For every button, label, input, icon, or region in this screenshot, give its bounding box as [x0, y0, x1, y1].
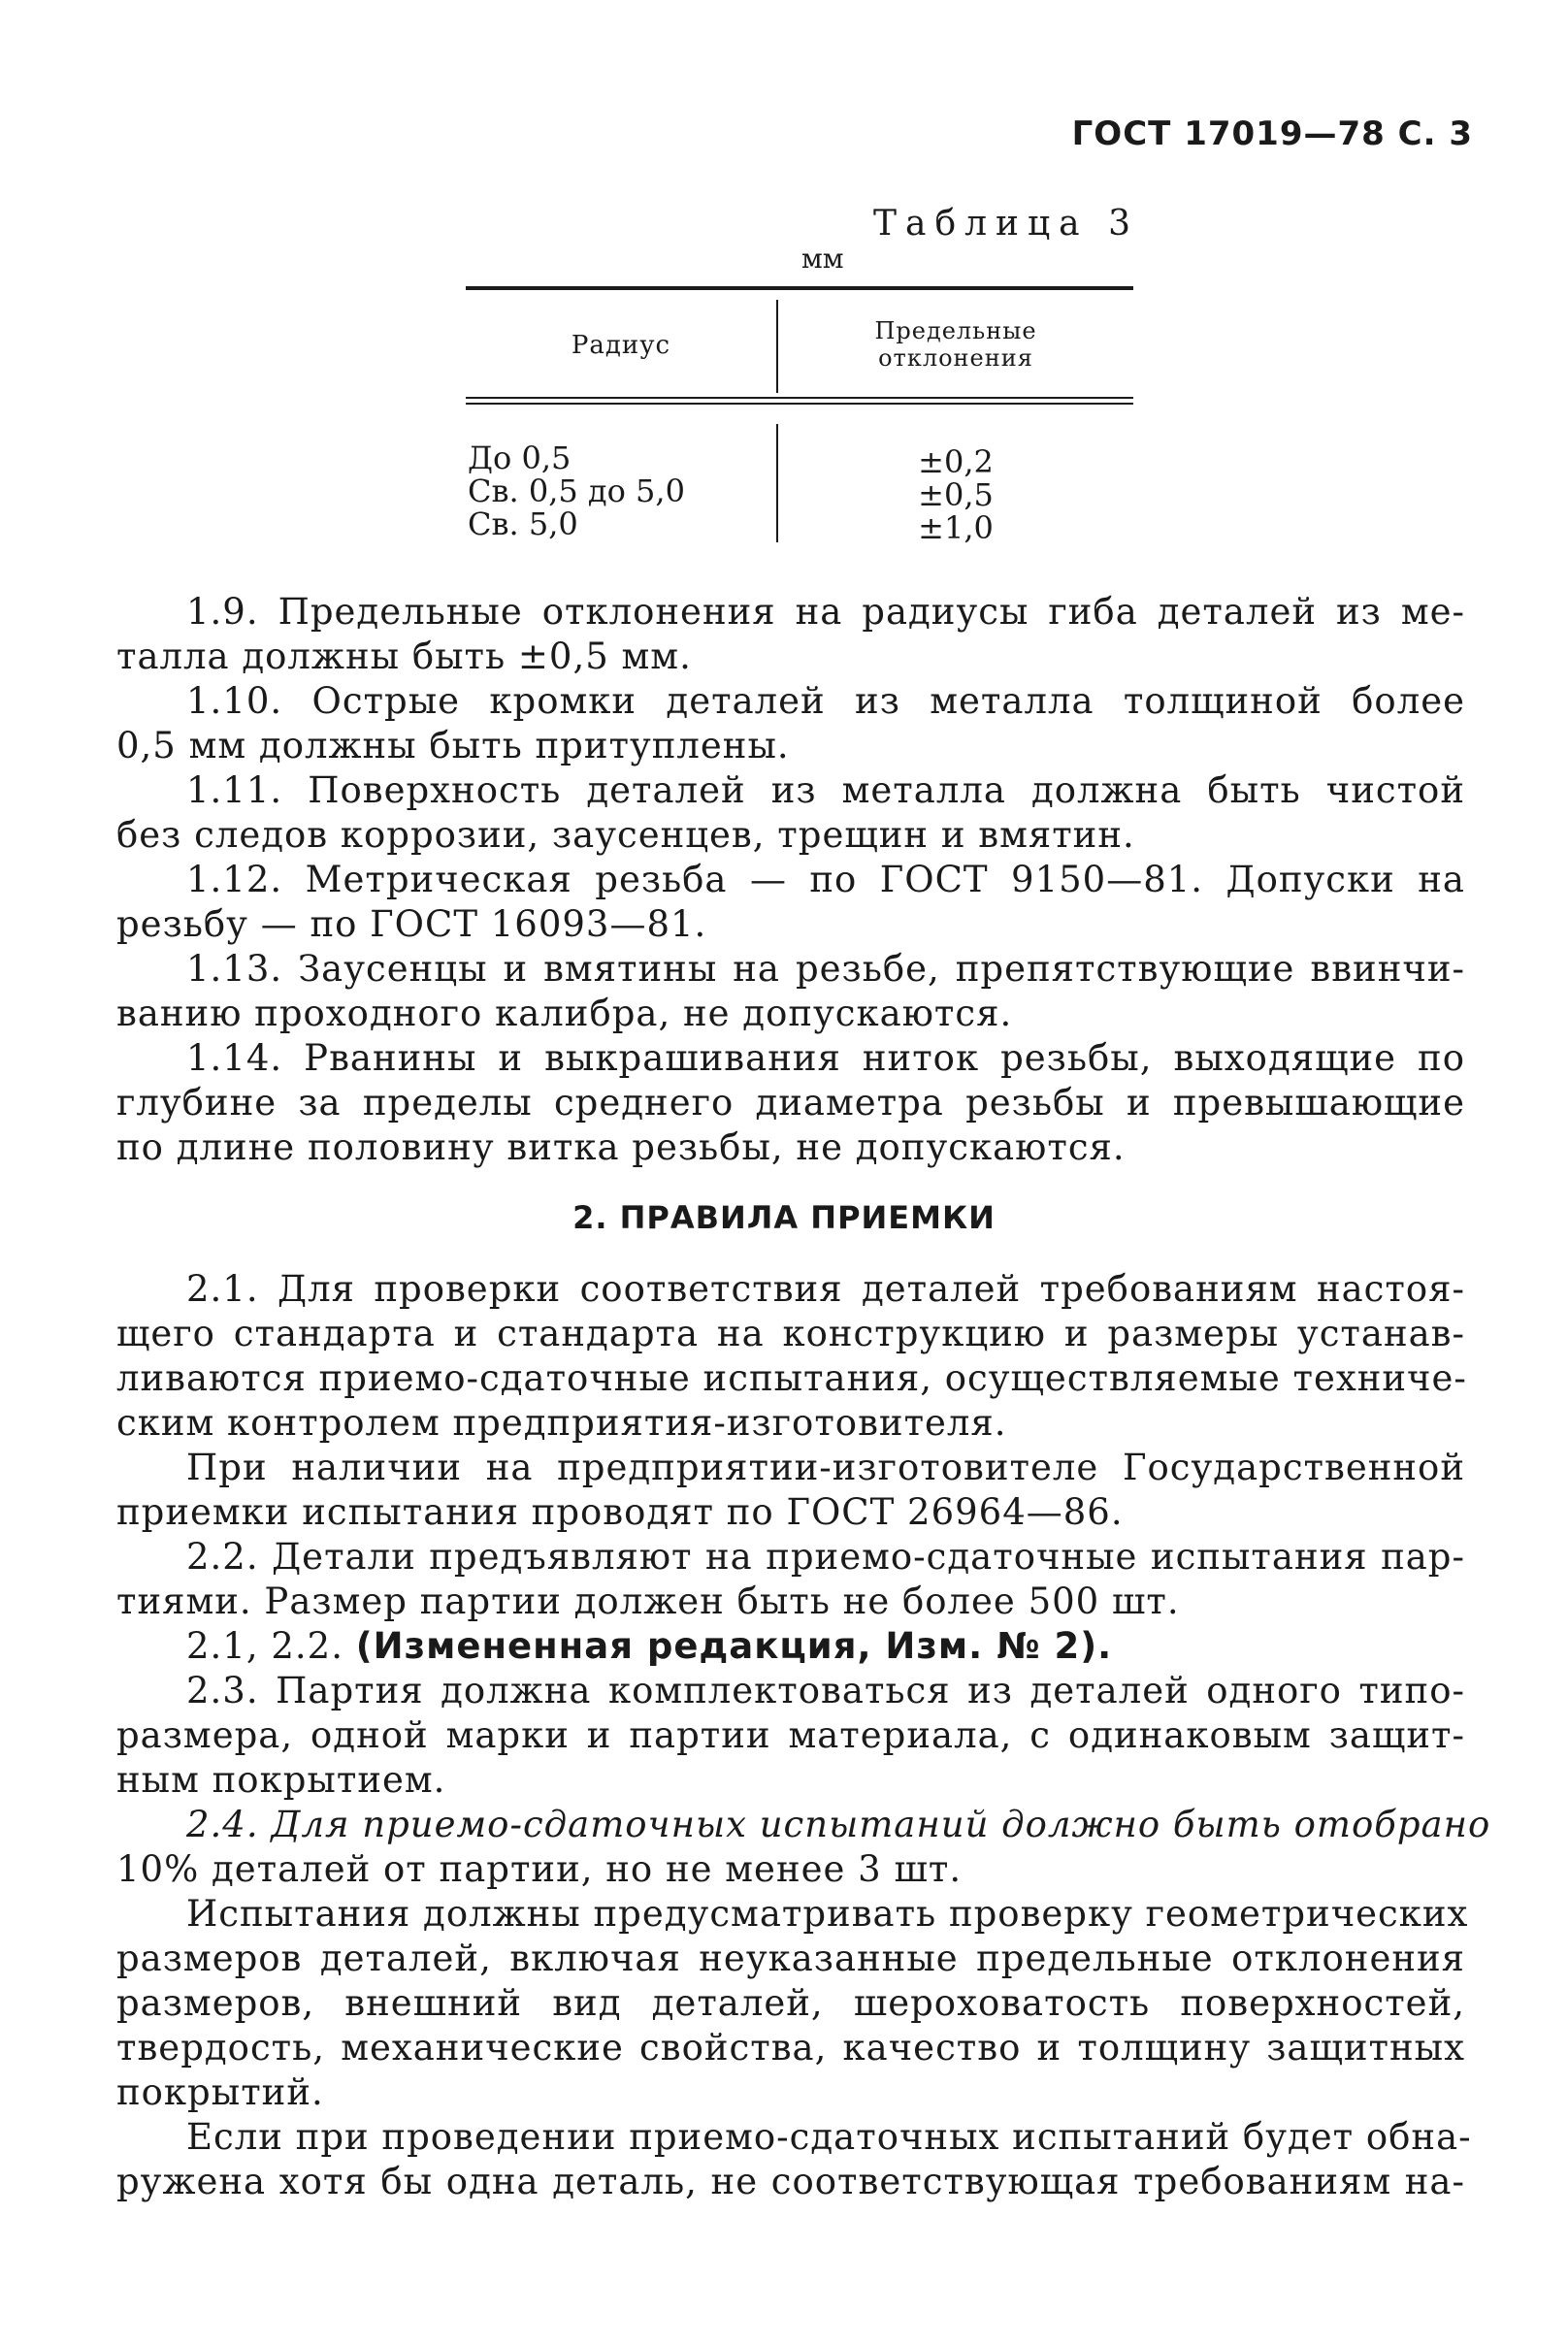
clauses-section-1 [116, 590, 1465, 1170]
table-title: Таблица 3 [873, 204, 1139, 244]
table-cell-radius: До 0,5 [468, 440, 572, 476]
clause-2-4b-line: размеров, внешний вид деталей, шероховатость поверхностей, [116, 1982, 1465, 2024]
deviation-column [778, 445, 1133, 544]
table-3 [466, 286, 1133, 550]
table-header-double-rule [466, 397, 1133, 405]
clause-1-9-line: талла должны быть ±0,5 мм. [116, 635, 692, 677]
clause-2-4c-line: Если при проведении приемо-сдаточных испытаний будет обна- [186, 2116, 1472, 2158]
table-cell-deviation: ±0,2 [918, 443, 994, 480]
clause-1-14-line: по длине половину витка резьбы, не допускаются. [116, 1126, 1126, 1168]
clause-2-4-line: 2.4. Для приемо-сдаточных испытаний должно быть отобрано [186, 1804, 1491, 1845]
clause-2-3-line: 2.3. Партия должна комплектоваться из деталей одного типо- [186, 1670, 1465, 1711]
clause-1-10-line: 1.10. Острые кромки деталей из металла толщиной более [186, 680, 1465, 722]
running-header: ГОСТ 17019—78 С. 3 [1071, 114, 1473, 153]
clause-1-11-line: 1.11. Поверхность деталей из металла должна быть чистой [186, 769, 1465, 811]
column-header-radius: Радиус [571, 331, 671, 360]
clause-2-1-line: щего стандарта и стандарта на конструкцию и размеры устанав- [116, 1313, 1465, 1354]
clause-1-9-line: 1.9. Предельные отклонения на радиусы гиба деталей из ме- [186, 591, 1465, 633]
amendment-note [116, 1624, 1465, 1669]
column-header-deviations-line2: отклонения [878, 344, 1033, 372]
clause-1-13-line: 1.13. Заусенцы и вмятины на резьбе, препятствующие ввинчи- [186, 948, 1465, 990]
clause-2-2-line: 2.2. Детали предъявляют на приемо-сдаточные испытания пар- [186, 1536, 1465, 1578]
amendment-bold: (Измененная редакция, Изм. № 2). [355, 1625, 1113, 1667]
clause-1-13-line: ванию проходного калибра, не допускаются. [116, 993, 1013, 1034]
clause-2-1-line: ским контролем предприятия-изготовителя. [116, 1402, 1007, 1444]
clause-2-1b-line: При наличии на предприятии-изготовителе Государственной [186, 1447, 1465, 1488]
table-units: мм [801, 243, 844, 275]
clauses-section-2 [116, 1267, 1491, 2204]
clause-2-3-line: размера, одной марки и партии материала, с одинаковым защит- [116, 1714, 1465, 1756]
table-header-row [466, 290, 1133, 397]
clause-2-4-line: 10% деталей от партии, но не менее 3 шт. [116, 1848, 963, 1890]
column-header-deviations [778, 317, 1133, 372]
table-body [466, 405, 1133, 550]
clause-2-1b-line: приемки испытания проводят по ГОСТ 26964—86. [116, 1491, 1124, 1533]
clause-1-14-line: глубине за пределы среднего диаметра резьбы и превышающие [116, 1082, 1465, 1124]
clause-2-1-line: ливаются приемо-сдаточные испытания, осуществляемые техниче- [116, 1357, 1467, 1399]
table-cell-radius: Св. 0,5 до 5,0 [468, 472, 685, 509]
table-cell-deviation: ±1,0 [918, 509, 994, 546]
column-header-deviations-line1: Предельные [874, 317, 1037, 344]
clause-1-14-line: 1.14. Рванины и выкрашивания ниток резьбы, выходящие по [186, 1037, 1465, 1079]
table-cell-deviation: ±0,5 [918, 476, 994, 513]
section-2-title: 2. ПРАВИЛА ПРИЕМКИ [572, 1199, 996, 1236]
table-cell-radius: Св. 5,0 [468, 505, 578, 542]
clause-2-4c-line: ружена хотя бы одна деталь, не соответствующая требованиям на- [116, 2161, 1465, 2202]
clause-2-2-line: тиями. Размер партии должен быть не более 500 шт. [116, 1580, 1180, 1622]
clause-1-11-line: без следов коррозии, заусенцев, трещин и вмятин. [116, 814, 1135, 856]
amendment-prefix: 2.1, 2.2. [186, 1625, 356, 1667]
clause-2-4b-line: Испытания должны предусматривать проверку геометрических [186, 1893, 1469, 1935]
clause-2-3-line: ным покрытием. [116, 1759, 446, 1801]
clause-1-12-line: резьбу — по ГОСТ 16093—81. [116, 903, 707, 945]
clause-2-4b-line: размеров деталей, включая неуказанные предельные отклонения [116, 1938, 1465, 1979]
clause-1-12-line: 1.12. Метрическая резьба — по ГОСТ 9150—81. Допуски на [186, 859, 1465, 900]
clause-2-4b-line: твердость, механические свойства, качество и толщину защитных [116, 2027, 1465, 2069]
clause-2-4b-line: покрытий. [116, 2071, 324, 2113]
radius-column [468, 441, 685, 540]
clause-2-1-line: 2.1. Для проверки соответствия деталей требованиям настоя- [186, 1268, 1465, 1310]
clause-1-10-line: 0,5 мм должны быть притуплены. [116, 725, 790, 766]
